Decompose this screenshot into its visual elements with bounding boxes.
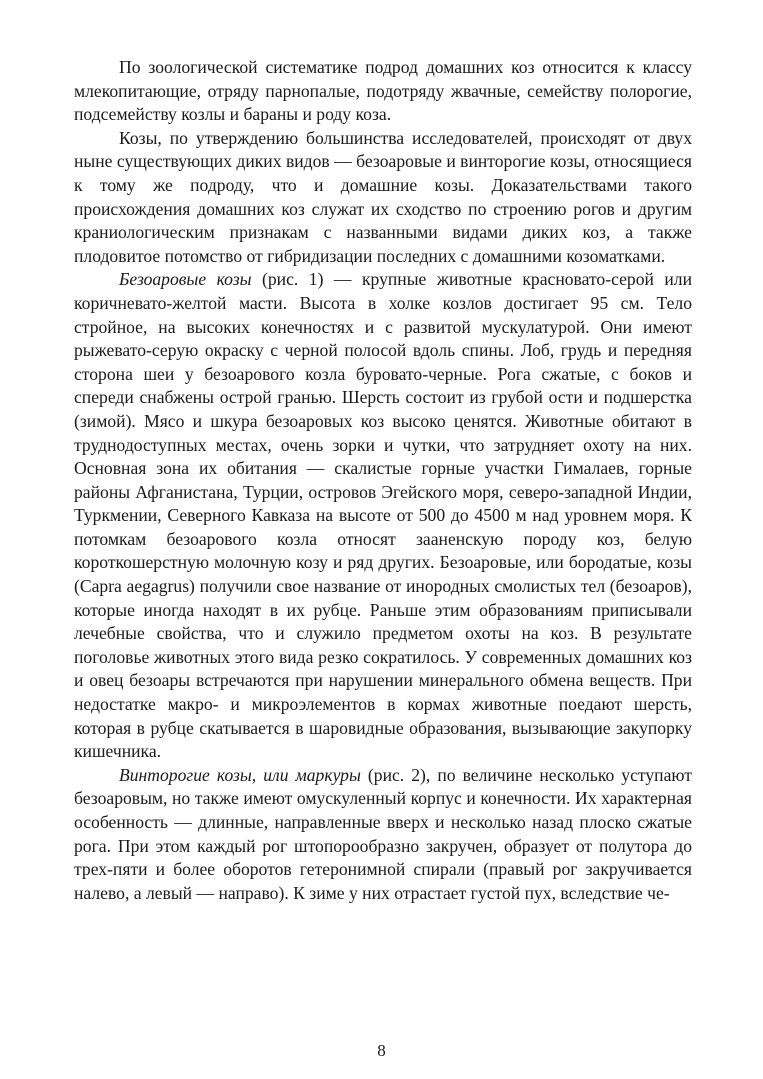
paragraph-lead-italic: Безоаровые козы [119, 269, 252, 290]
paragraph-body: (рис. 2), по величине несколько уступают безоаровым, но также имеют омускуленный корпус и конечности. Их характерная особенность — длинные, направленные вверх и несколько назад плоско сжатые рога. При этом каждый рог штопорообразно закручен, образует от полутора до трех-пяти и более оборотов гетеронимной спирали (правый рог закручивается налево, а левый — направо). К зиме у них отрастает густой пух, вследствие че- [74, 764, 692, 903]
paragraph-body: По зоологической систематике подрод домашних коз относится к классу млекопитающие, отряду парнопалые, подотряду жвачные, семейству полорогие, подсемейству козлы и бараны и роду коза. [74, 57, 692, 125]
page-text-block [74, 56, 692, 905]
page-number: 8 [377, 1041, 386, 1060]
paragraph-lead-italic: Винторогие козы, или маркуры [119, 764, 361, 785]
paragraph-classification [74, 56, 692, 127]
paragraph-body: (рис. 1) — крупные животные красновато-серой или коричневато-желтой масти. Высота в холке козлов достигает 95 см. Тело стройное, на высоких конечностях и с развитой мускулатурой. Они имеют рыжевато-серую окраску с черной полосой вдоль спины. Лоб, грудь и передняя сторона шеи у безоарового козла буровато-черные. Рога сжатые, с боков и спереди снабжены острой гранью. Шерсть состоит из грубой ости и подшерстка (зимой). Мясо и шкура безоаровых коз высоко ценятся. Животные обитают в труднодоступных местах, очень зорки и чутки, что затрудняет охоту на них. Основная зона их обитания — скалистые горные участки Гималаев, горные районы Афганистана, Турции, островов Эгейского моря, северо-западной Индии, Туркмении, Северного Кавказа на высоте от 500 до 4500 м над уровнем моря. К потомкам безоарового козла относят зааненскую породу коз, белую короткошерстную молочную козу и ряд других. Безоаровые, или бородатые, козы (Capra aegagrus) получили свое название от инородных смолистых тел (безоаров), которые иногда находят в их рубце. Раньше этим образованиям приписывали лечебные свойства, что и служило предметом охоты на коз. В результате поголовье животных этого вида резко сократилось. У современных домашних коз и овец безоары встречаются при нарушении минерального обмена веществ. При недостатке макро- и микроэлементов в кормах животные поедают шерсть, которая в рубце скатывается в шаровидные образования, вызывающие закупорку кишечника. [74, 269, 693, 762]
paragraph-bezoar-goats [74, 268, 692, 763]
paragraph-origin [74, 127, 692, 269]
paragraph-body: Козы, по утверждению большинства исследователей, происходят от двух ныне существующих диких видов — безоаровые и винторогие козы, относящиеся к тому же подроду, что и домашние козы. Доказательствами такого происхождения домашних коз служат их сходство по строению рогов и другим краниологическим признакам с названными видами диких коз, а также плодовитое потомство от гибридизации последних с домашними козоматками. [74, 127, 692, 266]
paragraph-markhor-goats [74, 764, 692, 906]
